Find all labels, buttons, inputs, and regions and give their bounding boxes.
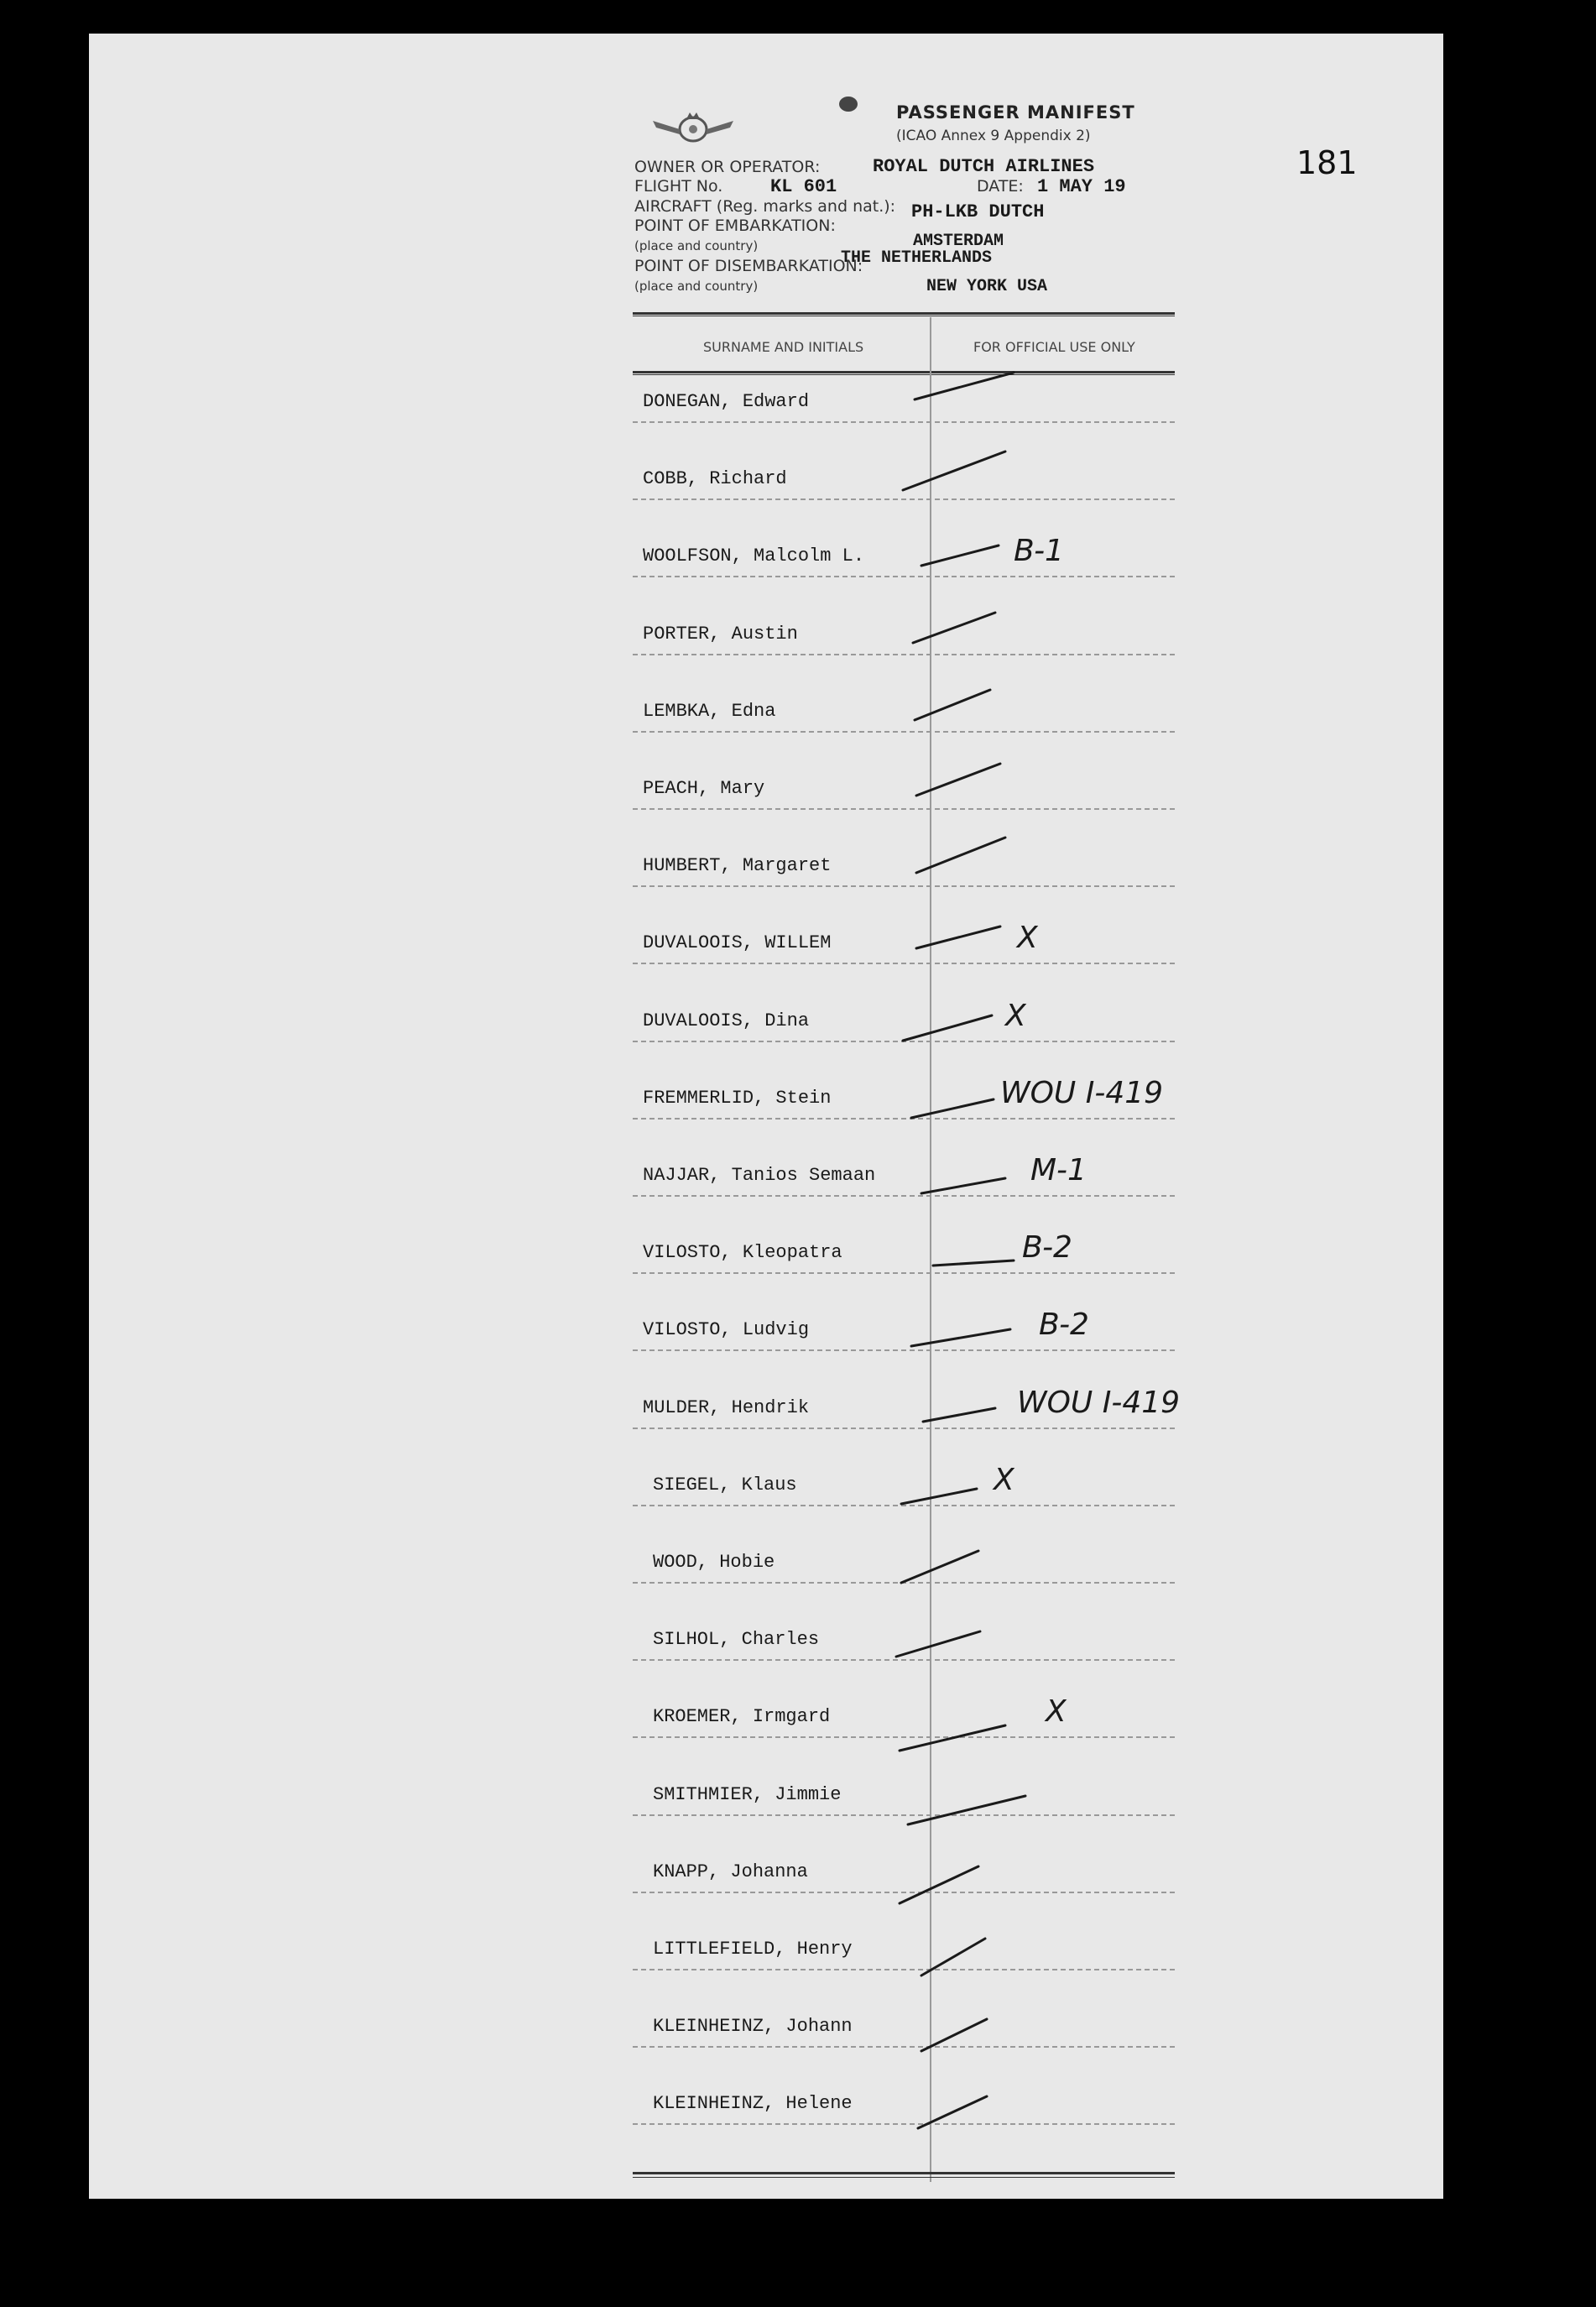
column-header-official: FOR OFFICIAL USE ONLY [973,339,1135,355]
aircraft-label: AIRCRAFT (Reg. marks and nat.): [634,197,896,216]
official-handwritten-note: B-1 [1014,534,1064,569]
owner-value: ROYAL DUTCH AIRLINES [873,156,1095,177]
flight-label: FLIGHT No. [634,177,723,196]
passenger-name: KLEINHEINZ, Johann [653,2016,853,2038]
page-number: 181 [1296,144,1358,181]
passenger-name: DUVALOOIS, Dina [643,1010,810,1031]
passenger-name: DONEGAN, Edward [643,391,810,412]
official-handwritten-note: WOU I-419 [1000,1075,1164,1110]
passenger-name: KNAPP, Johanna [653,1861,808,1882]
passenger-name: KROEMER, Irmgard [653,1706,831,1728]
passenger-name: PORTER, Austin [643,623,798,645]
manifest-form [619,92,1181,2182]
official-handwritten-note: B-2 [1022,1230,1072,1266]
manifest-title: PASSENGER MANIFEST [896,102,1135,123]
passenger-name: VILOSTO, Kleopatra [643,1242,842,1264]
passenger-name: FREMMERLID, Stein [643,1087,832,1109]
passenger-name: MULDER, Hendrik [643,1396,810,1418]
manifest-subtitle: (ICAO Annex 9 Appendix 2) [896,128,1091,144]
passenger-name: SILHOL, Charles [653,1629,820,1651]
embarkation-city: AMSTERDAM [913,232,1004,251]
passenger-name: SIEGEL, Klaus [653,1474,797,1495]
passenger-name: HUMBERT, Margaret [643,855,832,877]
flight-value: KL 601 [770,176,837,197]
passenger-name: WOOLFSON, Malcolm L. [643,545,865,567]
passenger-name: PEACH, Mary [643,778,765,799]
passenger-name: LITTLEFIELD, Henry [653,1939,853,1960]
disembarkation-note: (place and country) [634,279,759,294]
embarkation-note: (place and country) [634,238,759,253]
column-header-name: SURNAME AND INITIALS [703,339,864,355]
official-handwritten-note: X [1017,921,1038,956]
official-handwritten-note: B-2 [1039,1307,1089,1343]
official-handwritten-note: X [1046,1694,1067,1730]
official-handwritten-note: WOU I-419 [1017,1385,1181,1420]
official-handwritten-note: M-1 [1030,1153,1087,1187]
aircraft-value: PH-LKB DUTCH [911,201,1045,222]
embarkation-label: POINT OF EMBARKATION: [634,217,836,235]
embarkation-country: THE NETHERLANDS [841,248,993,268]
official-handwritten-note: X [1005,998,1026,1033]
passenger-name: LEMBKA, Edna [643,700,776,722]
disembarkation-value: NEW YORK USA [926,277,1048,296]
date-value: 1 MAY 19 [1037,176,1126,197]
date-label: DATE: [977,177,1024,196]
passenger-name: COBB, Richard [643,468,787,490]
passenger-name: SMITHMIER, Jimmie [653,1783,842,1805]
passenger-name: VILOSTO, Ludvig [643,1319,810,1341]
passenger-name: DUVALOOIS, WILLEM [643,932,832,954]
handwritten-annotations [619,92,1175,2182]
passenger-name: WOOD, Hobie [653,1552,775,1573]
disembarkation-label: POINT OF DISEMBARKATION: [634,257,863,275]
passenger-name: NAJJAR, Tanios Semaan [643,1165,876,1186]
passenger-name: KLEINHEINZ, Helene [653,2093,853,2115]
official-handwritten-note: X [994,1462,1014,1497]
owner-label: OWNER OR OPERATOR: [634,158,821,176]
